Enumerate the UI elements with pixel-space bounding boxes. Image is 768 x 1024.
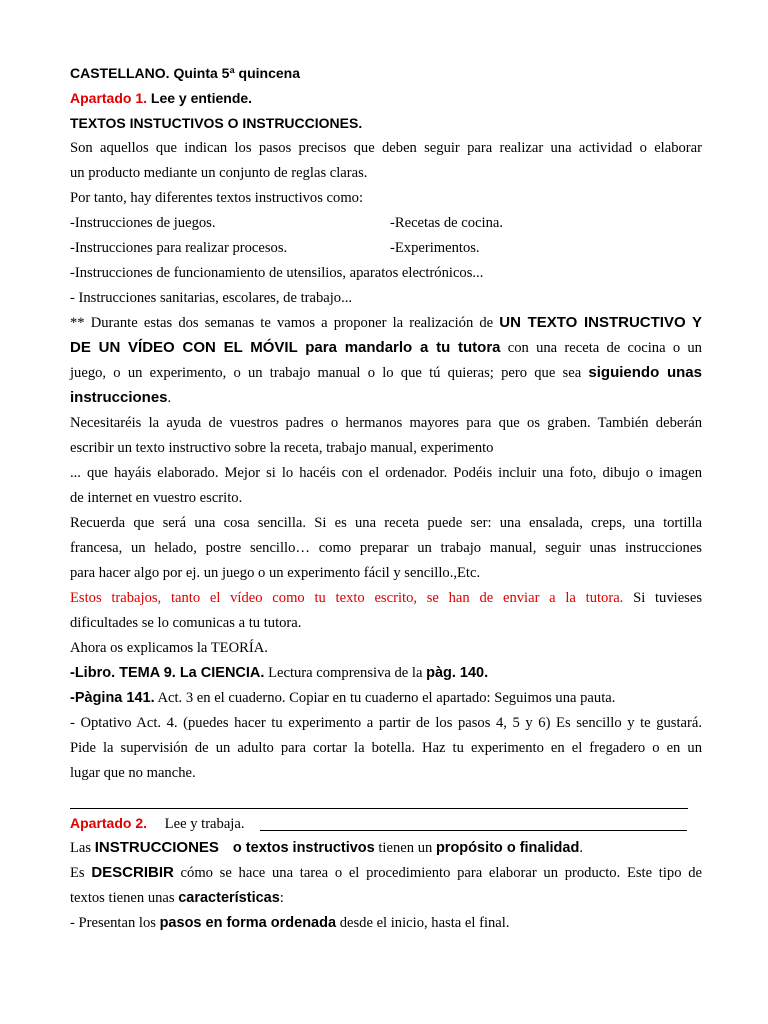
paragraph-line	[70, 588, 702, 608]
paragraph-line: un producto mediante un conjunto de reglas claras.	[70, 165, 368, 181]
section-1-instruction: Lee y entiende.	[147, 90, 253, 106]
paragraph-line: dificultades se lo comunicas a tu tutora.	[70, 615, 302, 631]
paragraph-line	[70, 838, 583, 858]
list-row	[70, 213, 702, 233]
list-row	[70, 238, 702, 258]
topic-title-text: TEXTOS INSTUCTIVOS O INSTRUCCIONES.	[70, 115, 363, 131]
paragraph-line: Recuerda que será una cosa sencilla. Si es una receta puede ser: una ensalada, creps, una tortilla	[70, 515, 702, 531]
paragraph-line	[70, 338, 702, 358]
text-run: Act. 3 en el cuaderno. Copiar en tu cuaderno el apartado: Seguimos una pauta.	[154, 690, 616, 706]
list-item: -Instrucciones de juegos.	[70, 215, 216, 231]
topic-title	[70, 113, 362, 134]
separator-line	[70, 808, 688, 809]
paragraph-line: para hacer algo por ej. un juego o un experimento fácil y sencillo.,Etc.	[70, 565, 481, 581]
paragraph-line: - Optativo Act. 4. (puedes hacer tu experimento a partir de los pasos 4, 5 y 6) Es sencillo y te gustará.	[70, 715, 702, 731]
task-label: -Libro. TEMA 9. La CIENCIA.	[70, 665, 265, 681]
text-run: juego, o un experimento, o un trabajo manual o lo que tú quieras; pero que sea	[70, 365, 589, 381]
task-line	[70, 688, 615, 708]
text-run: cómo se hace una tarea o el procedimiento para elaborar un producto. Este tipo de	[173, 865, 702, 881]
text-run: Las	[70, 840, 95, 856]
paragraph-line	[70, 313, 702, 333]
paragraph-line: de internet en vuestro escrito.	[70, 490, 243, 506]
paragraph-line: lugar que no manche.	[70, 765, 196, 781]
paragraph-line: Ahora os explicamos la TEORÍA.	[70, 640, 268, 656]
emphasis-text: UN TEXTO INSTRUCTIVO Y	[499, 314, 702, 331]
emphasis-text: INSTRUCCIONES	[94, 839, 219, 856]
text-run: .	[579, 840, 583, 856]
text-run: Es	[70, 865, 92, 881]
text-run: textos tienen unas	[70, 890, 179, 906]
emphasis-text: DESCRIBIR	[91, 864, 174, 881]
paragraph-line: Son aquellos que indican los pasos precisos que deben seguir para realizar una actividad o elaborar	[70, 140, 702, 156]
task-label: -Pàgina 141.	[70, 690, 155, 706]
list-item	[70, 913, 510, 933]
emphasis-text: siguiendo unas	[588, 364, 702, 381]
section-2-title	[70, 813, 244, 834]
text-run: desde el inicio, hasta el final.	[336, 915, 510, 931]
paragraph-line: escribir un texto instructivo sobre la receta, trabajo manual, experimento	[70, 440, 494, 456]
paragraph-line: francesa, un helado, postre sencillo… como preparar un trabajo manual, seguir unas instrucciones	[70, 540, 702, 556]
section-1-title	[70, 88, 252, 109]
text-run: - Presentan los	[70, 915, 160, 931]
paragraph-line	[70, 363, 702, 383]
highlighted-notice: Estos trabajos, tanto el vídeo como tu texto escrito, se han de enviar a la tutora.	[70, 590, 624, 606]
text-run: Lectura comprensiva de la	[264, 665, 427, 681]
section-1-label: Apartado 1.	[70, 90, 148, 106]
paragraph-line: Pide la supervisión de un adulto para cortar la botella. Haz tu experimento en el fregadero o en un	[70, 740, 702, 756]
emphasis-text: instrucciones	[70, 389, 168, 406]
text-run: ** Durante estas dos semanas te vamos a proponer la realización de	[70, 315, 500, 331]
paragraph-line: Por tanto, hay diferentes textos instructivos como:	[70, 190, 364, 206]
text-run: .	[167, 390, 172, 406]
list-item: -Instrucciones de funcionamiento de utensilios, aparatos electrónicos...	[70, 265, 484, 281]
list-item: -Experimentos.	[390, 240, 480, 256]
document-heading	[70, 63, 300, 84]
section-2-label: Apartado 2.	[70, 815, 148, 831]
heading-text: CASTELLANO. Quinta 5ª quincena	[70, 65, 300, 81]
list-item: - Instrucciones sanitarias, escolares, de trabajo...	[70, 290, 353, 306]
paragraph-line	[70, 388, 171, 408]
emphasis-text: o textos instructivos	[232, 840, 375, 856]
section-2-instruction: Lee y trabaja.	[164, 816, 245, 832]
list-item: -Recetas de cocina.	[390, 215, 504, 231]
paragraph-line	[70, 863, 702, 883]
task-line	[70, 663, 488, 683]
fill-in-line	[260, 830, 687, 831]
text-run: :	[279, 890, 284, 906]
emphasis-text: características	[178, 890, 280, 906]
text-run: tienen un	[374, 840, 436, 856]
list-item: -Instrucciones para realizar procesos.	[70, 240, 288, 256]
emphasis-text: DE UN VÍDEO CON EL MÓVIL para mandarlo a tu tutora	[70, 339, 501, 356]
text-run: Si tuvieses	[623, 590, 703, 606]
paragraph-line: ... que hayáis elaborado. Mejor si lo hacéis con el ordenador. Podéis incluir una foto, dibujo o imagen	[70, 465, 702, 481]
paragraph-line: Necesitaréis la ayuda de vuestros padres o hermanos mayores para que os graben. También deberán	[70, 415, 702, 431]
emphasis-text: propósito o finalidad	[435, 840, 580, 856]
paragraph-line	[70, 888, 284, 908]
page-reference: pàg. 140.	[426, 665, 489, 681]
text-run: con una receta de cocina o un	[500, 340, 702, 356]
emphasis-text: pasos en forma ordenada	[159, 915, 337, 931]
